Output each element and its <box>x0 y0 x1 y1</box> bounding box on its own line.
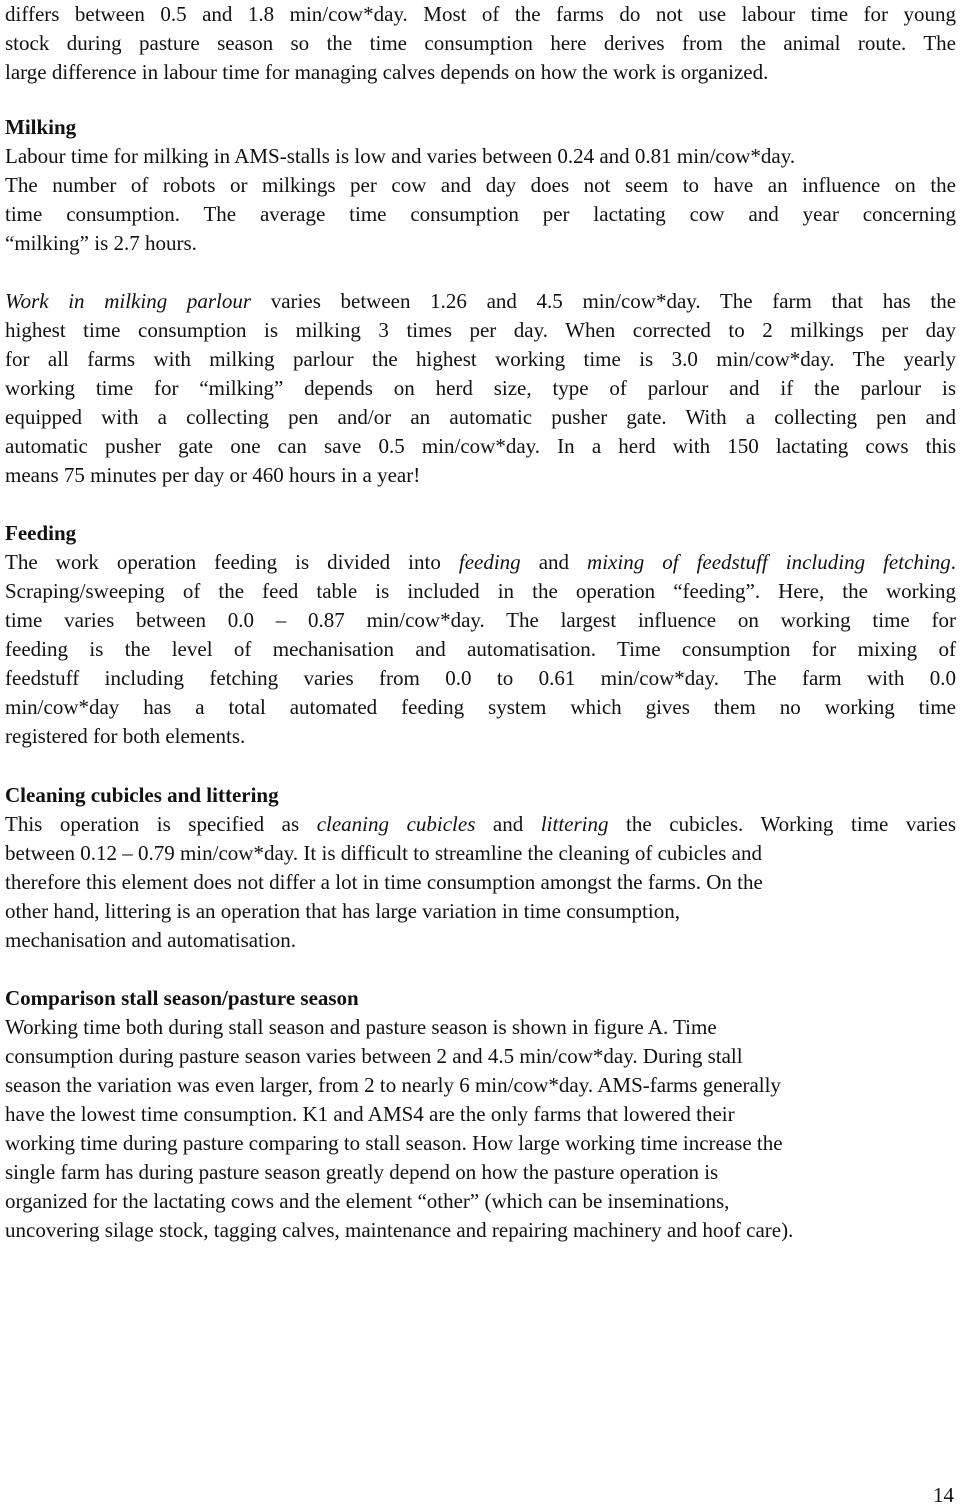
cleaning-heading: Cleaning cubicles and littering <box>5 783 279 807</box>
feeding-line-1-c: . <box>950 550 956 574</box>
milking-p2-line-4: working time for “milking” depends on herd size, type of parlour and if the parlour is <box>5 376 956 400</box>
feeding-line-7: registered for both elements. <box>5 724 246 748</box>
comparison-line-6: single farm has during pasture season greatly depend on how the pasture operation is <box>5 1160 719 1184</box>
milking-heading: Milking <box>5 115 77 139</box>
feeding-line-3: time varies between 0.0 – 0.87 min/cow*day. The largest influence on working time for <box>5 608 956 632</box>
cleaning-line-1 <box>5 810 956 839</box>
milking-p2-line-5: equipped with a collecting pen and/or an automatic pusher gate. With a collecting pen and <box>5 405 956 429</box>
milking-p2-line-2: highest time consumption is milking 3 times per day. When corrected to 2 milkings per day <box>5 318 956 342</box>
cleaning-line-1-a: This operation is specified as <box>5 812 317 836</box>
comparison-line-8: uncovering silage stock, tagging calves, maintenance and repairing machinery and hoof care). <box>5 1218 794 1242</box>
milking-p1-line-2: The number of robots or milkings per cow and day does not seem to have an influence on the <box>5 173 956 197</box>
cleaning-line-1-b: and <box>475 812 541 836</box>
feeding-heading: Feeding <box>5 521 77 545</box>
feeding-line-4: feeding is the level of mechanisation and automatisation. Time consumption for mixing of <box>5 637 956 661</box>
intro-line-1: differs between 0.5 and 1.8 min/cow*day. Most of the farms do not use labour time for young <box>5 2 956 26</box>
milking-p1-line-3: time consumption. The average time consumption per lactating cow and year concerning <box>5 202 956 226</box>
littering-term: littering <box>540 812 609 836</box>
milking-p2-line-1 <box>5 287 956 316</box>
milking-p2-line-1-rest: varies between 1.26 and 4.5 min/cow*day. The farm that has the <box>251 289 957 313</box>
cleaning-line-2: between 0.12 – 0.79 min/cow*day. It is difficult to streamline the cleaning of cubicles and <box>5 841 762 865</box>
milking-p1-line-1: Labour time for milking in AMS-stalls is low and varies between 0.24 and 0.81 min/cow*day. <box>5 144 796 168</box>
cleaning-line-1-c: the cubicles. Working time varies <box>608 812 957 836</box>
comparison-line-5: working time during pasture comparing to stall season. How large working time increase the <box>5 1131 783 1155</box>
comparison-heading: Comparison stall season/pasture season <box>5 986 359 1010</box>
comparison-line-3: season the variation was even larger, from 2 to nearly 6 min/cow*day. AMS-farms generally <box>5 1073 781 1097</box>
comparison-line-4: have the lowest time consumption. K1 and AMS4 are the only farms that lowered their <box>5 1102 735 1126</box>
cleaning-cubicles-term: cleaning cubicles <box>316 812 476 836</box>
milking-parlour-term: Work in milking parlour <box>5 289 252 313</box>
intro-line-3: large difference in labour time for managing calves depends on how the work is organized. <box>5 60 769 84</box>
mixing-term: mixing of feedstuff including fetching <box>587 550 951 574</box>
milking-p2-line-6: automatic pusher gate one can save 0.5 min/cow*day. In a herd with 150 lactating cows this <box>5 434 956 458</box>
comparison-line-7: organized for the lactating cows and the element “other” (which can be inseminations, <box>5 1189 730 1213</box>
feeding-line-1-b: and <box>520 550 588 574</box>
milking-p2-line-7: means 75 minutes per day or 460 hours in a year! <box>5 463 421 487</box>
feeding-line-1-a: The work operation feeding is divided into <box>5 550 459 574</box>
intro-line-2: stock during pasture season so the time consumption here derives from the animal route. The <box>5 31 956 55</box>
feeding-line-6: min/cow*day has a total automated feeding system which gives them no working time <box>5 695 956 719</box>
cleaning-line-3: therefore this element does not differ a lot in time consumption amongst the farms. On the <box>5 870 763 894</box>
cleaning-line-5: mechanisation and automatisation. <box>5 928 297 952</box>
feeding-line-1 <box>5 548 956 577</box>
milking-p2-line-3: for all farms with milking parlour the highest working time is 3.0 min/cow*day. The yearly <box>5 347 956 371</box>
comparison-line-1: Working time both during stall season and pasture season is shown in figure A. Time <box>5 1015 717 1039</box>
comparison-line-2: consumption during pasture season varies between 2 and 4.5 min/cow*day. During stall <box>5 1044 743 1068</box>
feeding-line-5: feedstuff including fetching varies from 0.0 to 0.61 min/cow*day. The farm with 0.0 <box>5 666 956 690</box>
feeding-line-2: Scraping/sweeping of the feed table is included in the operation “feeding”. Here, the working <box>5 579 956 603</box>
page-number: 14 <box>933 1483 954 1507</box>
feeding-term: feeding <box>458 550 521 574</box>
milking-p1-line-4: “milking” is 2.7 hours. <box>5 231 197 255</box>
cleaning-line-4: other hand, littering is an operation that has large variation in time consumption, <box>5 899 680 923</box>
